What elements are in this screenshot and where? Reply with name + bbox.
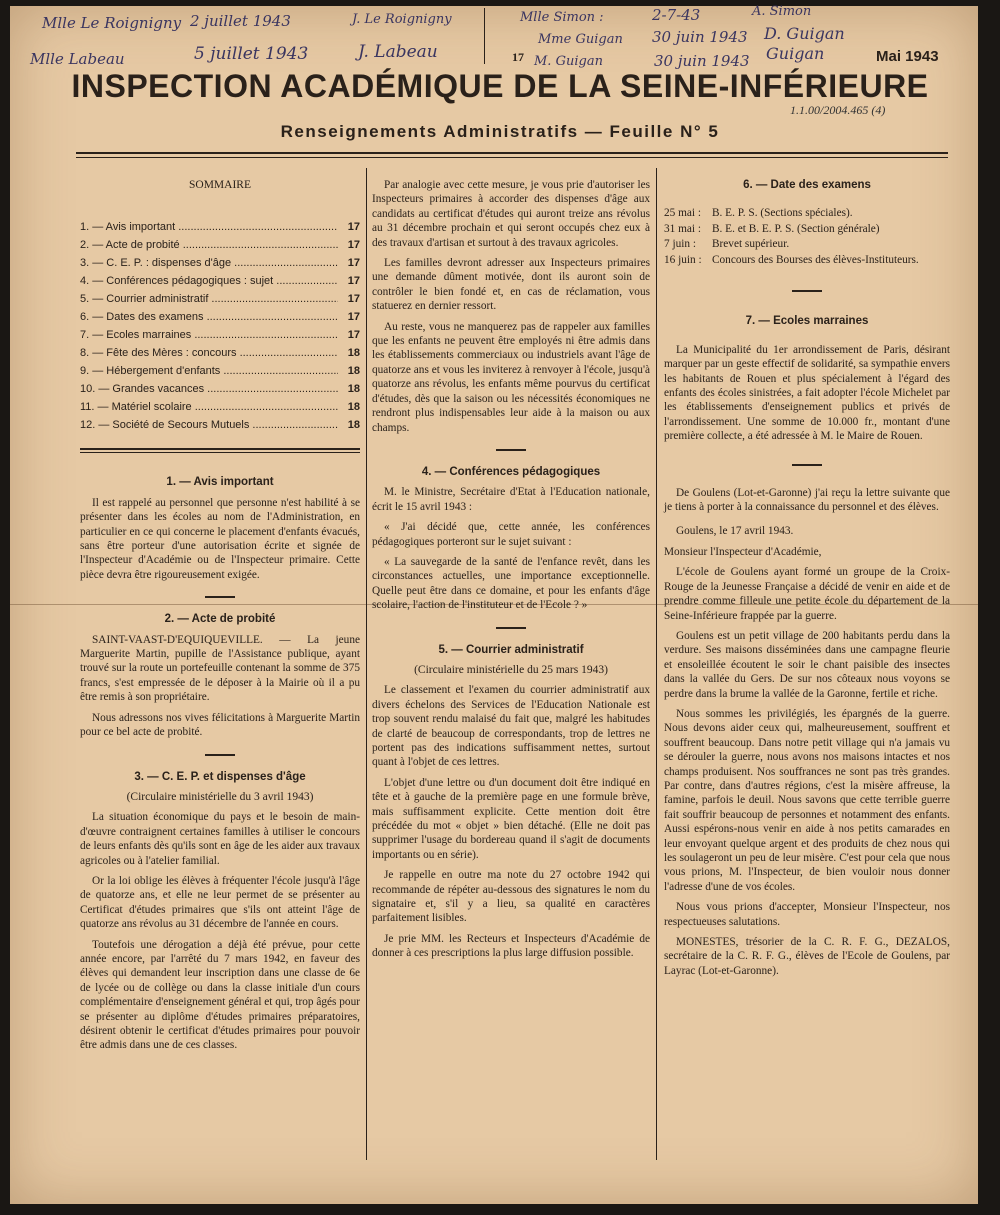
toc-page: 18: [347, 365, 360, 378]
letter-signers: MONESTES, trésorier de la C. R. F. G., DEZALOS, secrétaire de la C. R. F. G., élèves de l'Ecole de Goulens, par Layrac (Lot-et-Garonne).: [664, 936, 950, 977]
page-title: INSPECTION ACADÉMIQUE DE LA SEINE-INFÉRIEURE: [71, 68, 929, 104]
exam-date-row: [664, 253, 950, 269]
section-title-1: 1. — Avis important: [166, 476, 274, 489]
toc-item: [80, 308, 360, 326]
handwritten-right-date-3: 30 juin 1943: [654, 52, 750, 70]
table-of-contents: [80, 218, 360, 434]
paragraph: L'objet d'une lettre ou d'un document doit être indiqué en tête et à gauche de la première page en une formule brève, mais suffisamment explicite. Cette mention doit être précédée du mot « objet » bien détaché. (Elle ne doit pas supprimer l'usage du bordereau quand il s'agit de documents importants ou en série).: [372, 776, 650, 861]
section-separator: [496, 449, 526, 451]
column-1: [80, 178, 360, 1059]
paragraph: L'école de Goulens ayant formé un groupe de la Croix-Rouge de la Jeunesse Française a décidé de venir en aide et de prendre comme filleule une petite école du département de la Seine-Inférieure frappée par la guerre.: [664, 566, 950, 622]
section-title-5: 5. — Courrier administratif: [438, 643, 584, 656]
section-title-4: 4. — Conférences pédagogiques: [421, 465, 601, 478]
paragraph: La situation économique du pays et le besoin de main-d'œuvre contraignent certaines familles à utiliser le concours de leurs enfants dès qu'ils sont en âge de les aider aux travaux agricoles ou à l'atelier familial.: [80, 811, 360, 867]
exam-date-row: [664, 222, 950, 238]
page-number-prefix: 17: [512, 50, 524, 64]
handwritten-right-name-2: Mme Guigan: [538, 32, 623, 47]
toc-item: [80, 254, 360, 272]
toc-item: [80, 398, 360, 416]
section-separator: [792, 464, 822, 466]
toc-page: 18: [347, 419, 360, 432]
handwritten-right-sig-1: A. Simon: [752, 4, 812, 19]
handwritten-right-name-1: Mlle Simon :: [520, 10, 604, 25]
header-rule-bottom: [76, 157, 948, 158]
handwritten-right-sig-2: D. Guigan: [764, 24, 845, 43]
paragraph: Au reste, vous ne manquerez pas de rappeler aux familles que les enfants ne peuvent être employés ni être admis dans les établissements commerciaux ou industriels avant l'âge de quatorze ans et vous les inviterez à renvoyer à l'école, jusqu'à quatorze ans révolus, les enfants même pourvus du certificat d'études, dès que la saison ou les nécessités économiques ne rendront plus indispensables leur aide à la maison ou aux champs.: [372, 320, 650, 434]
section-title-7: 7. — Ecoles marraines: [745, 315, 869, 328]
section-separator: [205, 596, 235, 598]
signature-1: J. Le Roignigny: [352, 12, 452, 27]
toc-label: 3. — C. E. P. : dispenses d'âge .....: [80, 254, 338, 272]
paragraph: Le classement et l'examen du courrier administratif aux divers échelons des Services de l'Education Nationale est trop souvent rendu malaisé du fait que, malgré les habitudes de clarté de beaucoup de correspondants, trop de lettres ne portent pas des indications suffisamment nettes, surtout quant à l'objet de ces lettres.: [372, 684, 650, 769]
toc-label: 2. — Acte de probité .....: [80, 236, 338, 254]
column-3: [664, 178, 950, 984]
letter-date: Goulens, le 17 avril 1943.: [676, 525, 794, 538]
signature-2: J. Labeau: [358, 42, 438, 62]
section-title-2: 2. — Acte de probité: [164, 613, 276, 626]
paragraph: La Municipalité du 1er arrondissement de Paris, désirant marquer par un geste effectif de solidarité, sa sympathie envers les habitants de Rouen et plus spécialement à l'égard des enfants des écoles sinistrées, a fait adopter l'école Michelet par les établissements d'enseignement publics et privés de l'arrondissement. Une somme de 10.000 fr., montant d'une première collecte, a été adressée à M. le Maire de Rouen.: [664, 343, 950, 443]
section-subtitle: (Circulaire ministérielle du 3 avril 1943): [126, 790, 314, 803]
paragraph: Par analogie avec cette mesure, je vous prie d'autoriser les Inspecteurs primaires à accorder des dispenses d'âge aux candidats au certificat d'études qui auront treize ans révolus au 31 décembre prochain et qui seront occupés chez eux à des travaux d'artisan et surtout à des travaux agricoles.: [372, 179, 650, 249]
column-divider-2: [656, 168, 657, 1160]
toc-item: [80, 218, 360, 236]
toc-label: 6. — Dates des examens .....: [80, 308, 338, 326]
toc-item: [80, 380, 360, 398]
section-separator: [792, 290, 822, 292]
paragraph: Nous sommes les privilégiés, les épargnés de la guerre. Nous devons aider ceux qui, malheureusement, souffrent et souffrent beaucoup. Dans notre petit village qui n'a jamais vu se dérouler la guerre, nous avons nos maisons intactes et nos champs produisent. Nos souffrances ne sont pas très grandes. Par contre, dans d'autres régions, c'est la misère affreuse, la famine, parfois le deuil. Nous savons que cette terrible guerre fait souffrir beaucoup de personnes et notamment des enfants. Aussi espérons-nous venir en aide à nos petits camarades en leur envoyant quelque argent et des produits de chez nous qui les soulageront un peu de leur misère. C'est pour cela que nous vous prions, M. l'Inspecteur, de bien vouloir nous donner l'adresse d'une de vos écoles.: [664, 707, 950, 893]
section-separator: [496, 627, 526, 629]
section-title-6: 6. — Date des examens: [743, 179, 871, 191]
toc-page: 18: [347, 383, 360, 396]
handwritten-right-date-1: 2-7-43: [652, 6, 701, 24]
section-separator: [205, 754, 235, 756]
handwritten-name-2: Mlle Labeau: [30, 50, 125, 68]
exam-date: 7 juin :: [664, 238, 697, 251]
page-subtitle: Renseignements Administratifs — Feuille N° 5: [280, 122, 720, 141]
exam-name: Concours des Bourses des élèves-Instituteurs.: [712, 253, 919, 266]
column-2: [372, 178, 650, 967]
toc-page: 17: [347, 257, 360, 270]
exam-date: 31 mai :: [664, 222, 702, 235]
toc-label: 9. — Hébergement d'enfants .....: [80, 362, 338, 380]
toc-label: 4. — Conférences pédagogiques : sujet .....: [80, 272, 338, 290]
paragraph: Or la loi oblige les élèves à fréquenter l'école jusqu'à l'âge de quatorze ans, et elle ne leur permet de se présenter au Certificat d'études primaires que s'ils ont atteint l'âge de quatorze ans révolus au 31 décembre de l'année en cours.: [80, 874, 360, 931]
toc-page: 17: [347, 311, 360, 324]
column-divider-1: [366, 168, 367, 1160]
handwritten-name-1: Mlle Le Roignigny: [42, 14, 182, 32]
header-rule-top: [76, 152, 948, 154]
sommaire-title: SOMMAIRE: [189, 179, 251, 191]
toc-label: 10. — Grandes vacances .....: [80, 380, 338, 398]
paragraph: Toutefois une dérogation a déjà été prévue, pour cette année encore, par l'arrêté du 7 mars 1942, en faveur des élèves qui demandent leur inscription dans une classe de 6e de lycée ou de collège ou dans la classe initiale d'un cours complémentaire d'enseignement général et qui, trop âgés pour se présenter au diplôme d'études primaires préparatoires, désirent obtenir le certificat d'études primaires pour pouvoir être admis dans une de ces classes.: [80, 938, 360, 1052]
archive-reference: 1.1.00/2004.465 (4): [790, 103, 886, 117]
handwritten-right-name-3: M. Guigan: [534, 54, 603, 69]
toc-page: 17: [347, 293, 360, 306]
paragraph: « La sauvegarde de la santé de l'enfance revêt, dans les circonstances actuelles, une importance exceptionnelle. Quelle peut être dans ce domaine, et pour les enfants d'âge scolaire, l'action de l'instituteur et de l'Ecole ? »: [372, 555, 650, 612]
paragraph: Nous adressons nos vives félicitations à Marguerite Martin pour ce bel acte de probité.: [80, 711, 360, 739]
toc-item: [80, 290, 360, 308]
exam-date-row: [664, 206, 950, 222]
toc-item: [80, 326, 360, 344]
handwritten-right-date-2: 30 juin 1943: [652, 28, 748, 46]
toc-item: [80, 272, 360, 290]
exam-dates-list: [664, 206, 950, 268]
toc-page: 18: [347, 401, 360, 414]
exam-date-row: [664, 237, 950, 253]
section-title-3: 3. — C. E. P. et dispenses d'âge: [134, 770, 306, 783]
issue-date: Mai 1943: [876, 48, 939, 65]
toc-page: 17: [347, 239, 360, 252]
paragraph: M. le Ministre, Secrétaire d'Etat à l'Education nationale, écrit le 15 avril 1943 :: [372, 486, 650, 513]
header-divider: [484, 8, 485, 64]
toc-page: 17: [347, 221, 360, 234]
exam-name: B. E. P. S. (Sections spéciales).: [712, 207, 853, 220]
toc-label: 8. — Fête des Mères : concours .....: [80, 344, 338, 362]
toc-label: 1. — Avis important .....: [80, 218, 338, 236]
paragraph: Les familles devront adresser aux Inspecteurs primaires une demande dûment motivée, dont ils auront soin de contrôler le bien fondé et, en cas de réclamation, vous statuerez en dernier ressort.: [372, 257, 650, 313]
exam-name: Brevet supérieur.: [712, 238, 790, 251]
handwritten-date-2: 5 juillet 1943: [194, 44, 309, 64]
toc-page: 17: [347, 329, 360, 342]
paragraph: Je prie MM. les Recteurs et Inspecteurs d'Académie de donner à ces prescriptions la plus large diffusion possible.: [372, 932, 650, 960]
toc-item: [80, 416, 360, 434]
toc-label: 11. — Matériel scolaire .....: [80, 398, 338, 416]
paragraph: Je rappelle en outre ma note du 27 octobre 1942 qui recommande de répéter au-dessous des signatures le nom du signataire et, s'il y a lieu, sa qualité en caractères parfaitement lisibles.: [372, 869, 650, 925]
paragraph: Goulens est un petit village de 200 habitants perdu dans la verdure. Ses maisons disséminées dans une campagne fleurie et ensoleillée écoutent le soir le chant paisible des insectes dans la vallée du Gers. De sur nos côteaux nous voyons se perdre dans la brume la vallée de la Garonne, fertile et riche.: [664, 629, 950, 700]
exam-name: B. E. et B. E. P. S. (Section générale): [712, 222, 880, 235]
paragraph: SAINT-VAAST-D'EQUIQUEVILLE. — La jeune Marguerite Martin, pupille de l'Assistance publique, ayant trouvé sur la route un portefeuille contenant la somme de 375 francs, s'est empressée de le déposer à la Mairie où il a pu être remis à son propriétaire.: [80, 633, 360, 704]
toc-label: 5. — Courrier administratif .....: [80, 290, 338, 308]
sommaire-rule: [80, 448, 360, 453]
toc-page: 18: [347, 347, 360, 360]
section-subtitle: (Circulaire ministérielle du 25 mars 1943): [414, 663, 608, 676]
toc-item: [80, 362, 360, 380]
handwritten-date-1: 2 juillet 1943: [190, 12, 291, 30]
toc-item: [80, 344, 360, 362]
toc-label: 7. — Ecoles marraines .....: [80, 326, 338, 344]
toc-item: [80, 236, 360, 254]
handwritten-right-sig-3: Guigan: [766, 44, 825, 63]
toc-page: 17: [347, 275, 360, 288]
exam-date: 16 juin :: [664, 253, 702, 266]
letter-salutation: Monsieur l'Inspecteur d'Académie,: [664, 545, 822, 558]
paragraph: « J'ai décidé que, cette année, les conférences pédagogiques porteront sur le sujet suivant :: [372, 521, 650, 548]
paragraph: Il est rappelé au personnel que personne n'est habilité à se présenter dans les écoles au nom de l'Administration, en particulier en ce qui concerne le placement d'enfants évacués, sans être porteur d'une autorisation écrite et signée de l'Inspecteur d'Académie ou de l'Inspecteur primaire. Cette pièce devra être rigoureusement exigée.: [80, 496, 360, 581]
paragraph: Nous vous prions d'accepter, Monsieur l'Inspecteur, nos respectueuses salutations.: [664, 901, 950, 928]
exam-date: 25 mai :: [664, 207, 702, 220]
paragraph: De Goulens (Lot-et-Garonne) j'ai reçu la lettre suivante que je tiens à porter à la connaissance du personnel et des élèves.: [664, 486, 950, 514]
toc-label: 12. — Société de Secours Mutuels .....: [80, 416, 338, 434]
